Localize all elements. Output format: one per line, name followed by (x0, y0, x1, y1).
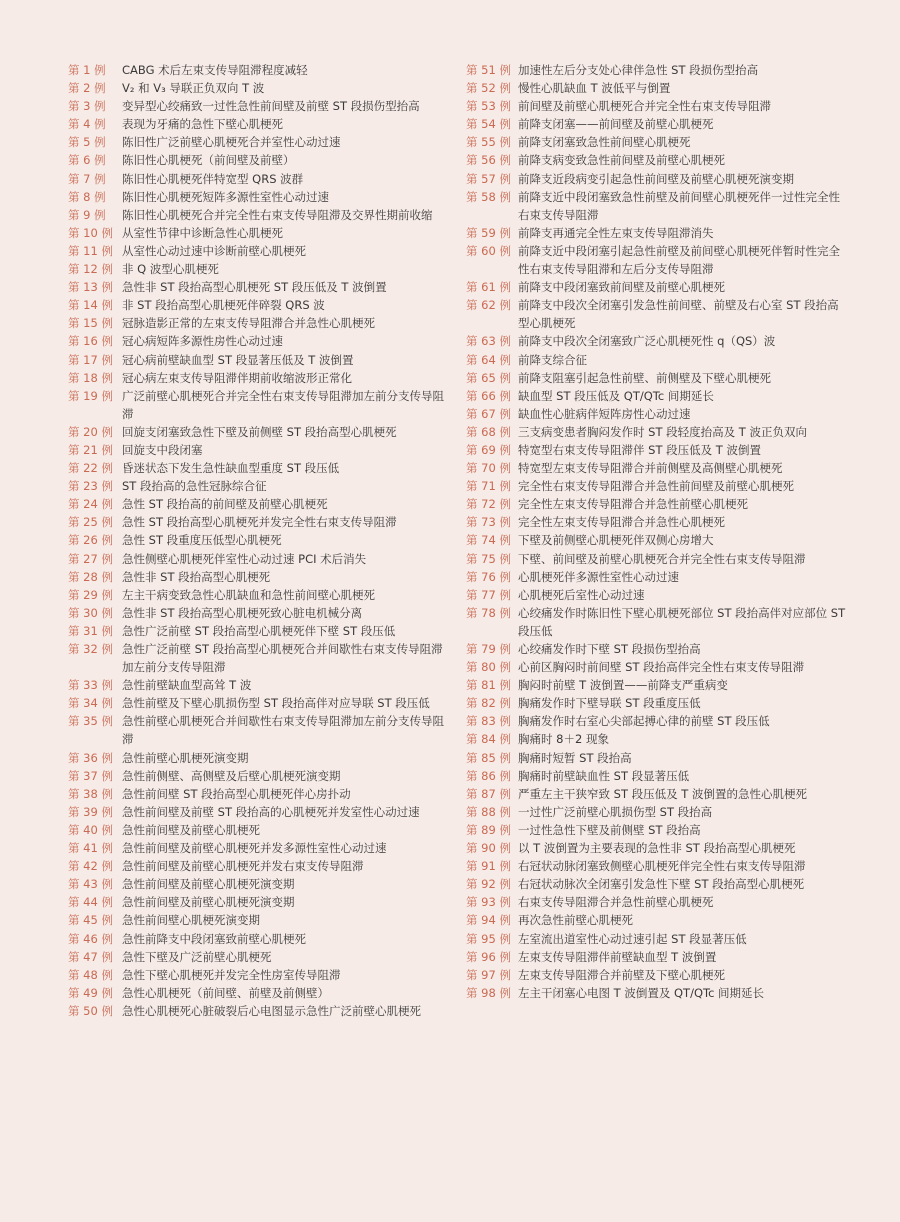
case-title: 一过性广泛前壁心肌损伤型 ST 段抬高 (518, 804, 713, 819)
case-entry (68, 531, 448, 549)
case-entry (466, 369, 850, 387)
case-number: 第 97 例 (466, 967, 511, 982)
case-number: 第 37 例 (68, 768, 113, 783)
case-number: 第 96 例 (466, 949, 511, 964)
case-entry (466, 966, 850, 984)
case-number: 第 8 例 (68, 189, 106, 204)
case-number: 第 42 例 (68, 859, 113, 874)
case-title: 急性 ST 段重度压低型心肌梗死 (122, 533, 282, 548)
case-number: 第 28 例 (68, 569, 113, 584)
case-title: 胸闷时前壁 T 波倒置——前降支严重病变 (518, 678, 728, 693)
case-title: 特宽型左束支传导阻滞合并前侧壁及高侧壁心肌梗死 (518, 461, 783, 476)
case-title: 急性心肌梗死心脏破裂后心电图显示急性广泛前壁心肌梗死 (122, 1003, 421, 1018)
case-number: 第 95 例 (466, 931, 511, 946)
case-entry (466, 531, 850, 549)
case-entry (466, 332, 850, 350)
case-number: 第 60 例 (466, 243, 511, 258)
case-title: 急性非 ST 段抬高型心肌梗死 ST 段压低及 T 波倒置 (122, 280, 387, 295)
case-entry (68, 767, 448, 785)
case-number: 第 25 例 (68, 515, 113, 530)
case-entry (466, 586, 850, 604)
case-title: 急性非 ST 段抬高型心肌梗死 (122, 569, 271, 584)
case-title: 左室流出道室性心动过速引起 ST 段显著压低 (518, 931, 747, 946)
case-title: 胸痛发作时右室心尖部起搏心律的前壁 ST 段压低 (518, 714, 770, 729)
case-number: 第 9 例 (68, 207, 106, 222)
case-title: ST 段抬高的急性冠脉综合征 (122, 479, 267, 494)
case-title: 心绞痛发作时下壁 ST 段损伤型抬高 (518, 642, 701, 656)
case-entry (466, 550, 850, 568)
case-entry (68, 550, 448, 568)
case-entry (466, 133, 850, 151)
case-entry (68, 495, 448, 513)
case-title: 急性前间壁心肌梗死演变期 (122, 913, 260, 928)
case-title: 冠脉造影正常的左束支传导阻滞合并急性心肌梗死 (122, 316, 375, 331)
case-title: 冠心病前壁缺血型 ST 段显著压低及 T 波倒置 (122, 352, 354, 367)
case-number: 第 50 例 (68, 1003, 113, 1018)
case-title: 陈旧性心肌梗死短阵多源性室性心动过速 (122, 189, 329, 204)
case-entry (68, 622, 448, 640)
case-title: 非 ST 段抬高型心肌梗死伴碎裂 QRS 波 (122, 298, 325, 313)
case-number: 第 32 例 (68, 642, 113, 656)
case-number: 第 36 例 (68, 750, 113, 765)
case-title: 加速性左后分支处心律伴急性 ST 段损伤型抬高 (518, 63, 759, 77)
case-entry (68, 712, 448, 748)
case-entry (466, 296, 850, 332)
case-title: 右束支传导阻滞合并急性前壁心肌梗死 (518, 895, 714, 910)
case-title: 急性前侧壁、高侧壁及后壁心肌梗死演变期 (122, 768, 341, 783)
case-number: 第 85 例 (466, 750, 511, 765)
case-title: 完全性左束支传导阻滞合并急性心肌梗死 (518, 515, 725, 530)
case-title: 慢性心肌缺血 T 波低平与倒置 (518, 81, 671, 96)
case-title: 冠心病短阵多源性房性心动过速 (122, 334, 283, 349)
case-entry (68, 206, 448, 224)
case-title: 前降支近中段闭塞引起急性前壁及前间壁心肌梗死伴暂时性完全性右束支传导阻滞和左后分支传导阻滞 (518, 243, 840, 277)
case-number: 第 34 例 (68, 696, 113, 711)
case-number: 第 81 例 (466, 678, 511, 693)
case-entry (68, 839, 448, 857)
case-number: 第 68 例 (466, 424, 511, 439)
case-title: 前降支近中段闭塞致急性前壁及前间壁心肌梗死伴一过性完全性右束支传导阻滞 (518, 189, 840, 222)
case-entry (466, 767, 850, 785)
case-number: 第 27 例 (68, 551, 113, 566)
case-number: 第 45 例 (68, 913, 113, 928)
case-title: 急性 ST 段抬高型心肌梗死并发完全性右束支传导阻滞 (122, 515, 397, 530)
case-entry (68, 821, 448, 839)
case-number: 第 52 例 (466, 81, 511, 96)
case-entry (68, 151, 448, 169)
case-entry (68, 97, 448, 115)
case-number: 第 87 例 (466, 786, 511, 801)
case-number: 第 59 例 (466, 225, 511, 240)
case-list-left-column (68, 61, 448, 1020)
case-number: 第 19 例 (68, 388, 113, 403)
case-number: 第 23 例 (68, 479, 113, 494)
case-title: 心肌梗死后室性心动过速 (518, 587, 645, 602)
case-number: 第 84 例 (466, 732, 511, 747)
case-entry (68, 188, 448, 206)
case-number: 第 30 例 (68, 605, 113, 620)
case-entry (466, 170, 850, 188)
case-number: 第 93 例 (466, 895, 511, 910)
case-title: 胸痛发作时下壁导联 ST 段重度压低 (518, 696, 701, 711)
case-number: 第 16 例 (68, 334, 113, 349)
case-number: 第 70 例 (466, 461, 511, 476)
case-entry (466, 242, 850, 278)
case-title: 急性下壁及广泛前壁心肌梗死 (122, 949, 272, 964)
case-title: 前降支中段次全闭塞引发急性前间壁、前壁及右心室 ST 段抬高型心肌梗死 (518, 298, 839, 331)
case-number: 第 67 例 (466, 406, 511, 421)
case-entry (68, 857, 448, 875)
case-title: 急性前间壁及前壁心肌梗死 (122, 822, 260, 837)
case-title: 急性前壁缺血型高耸 T 波 (122, 678, 252, 693)
case-title: 一过性急性下壁及前侧壁 ST 段抬高 (518, 822, 701, 837)
case-number: 第 12 例 (68, 262, 113, 277)
case-entry (68, 948, 448, 966)
case-entry (68, 694, 448, 712)
case-entry (466, 749, 850, 767)
case-number: 第 77 例 (466, 587, 511, 602)
case-title: 从室性节律中诊断急性心肌梗死 (122, 225, 283, 240)
case-number: 第 64 例 (466, 352, 511, 367)
case-title: 右冠状动脉次全闭塞引发急性下壁 ST 段抬高型心肌梗死 (518, 877, 805, 892)
case-number: 第 66 例 (466, 388, 511, 403)
case-title: 缺血性心脏病伴短阵房性心动过速 (518, 406, 691, 421)
case-number: 第 49 例 (68, 985, 113, 1000)
case-number: 第 61 例 (466, 280, 511, 295)
case-title: 昏迷状态下发生急性缺血型重度 ST 段压低 (122, 461, 340, 476)
case-title: 前降支近段病变引起急性前间壁及前壁心肌梗死演变期 (518, 171, 794, 186)
case-title: 急性前间壁及前壁心肌梗死演变期 (122, 895, 295, 910)
case-number: 第 4 例 (68, 117, 106, 132)
case-number: 第 15 例 (68, 316, 113, 331)
case-entry (466, 604, 850, 640)
case-number: 第 78 例 (466, 605, 511, 620)
case-title: 急性前间壁 ST 段抬高型心肌梗死伴心房扑动 (122, 786, 351, 801)
case-entry (466, 568, 850, 586)
case-title: 胸痛时前壁缺血性 ST 段显著压低 (518, 768, 690, 783)
case-number: 第 6 例 (68, 153, 106, 168)
case-number: 第 65 例 (466, 370, 511, 385)
case-number: 第 76 例 (466, 569, 511, 584)
case-entry (466, 658, 850, 676)
case-title: 陈旧性心肌梗死伴特宽型 QRS 波群 (122, 171, 304, 186)
case-entry (68, 332, 448, 350)
case-title: 急性广泛前壁 ST 段抬高型心肌梗死合并间歇性右束支传导阻滞加左前分支传导阻滞 (122, 642, 443, 675)
case-title: 前降支综合征 (518, 352, 587, 367)
case-title: 急性侧壁心肌梗死伴室性心动过速 PCI 术后消失 (122, 551, 367, 566)
case-entry (68, 1002, 448, 1020)
case-entry (466, 930, 850, 948)
case-title: 严重左主干狭窄致 ST 段压低及 T 波倒置的急性心肌梗死 (518, 786, 807, 801)
case-number: 第 75 例 (466, 551, 511, 566)
case-title: 急性广泛前壁 ST 段抬高型心肌梗死伴下壁 ST 段压低 (122, 623, 396, 638)
case-title: 回旋支闭塞致急性下壁及前侧壁 ST 段抬高型心肌梗死 (122, 424, 397, 439)
case-title: 完全性右束支传导阻滞合并急性前间壁及前壁心肌梗死 (518, 479, 794, 494)
case-number: 第 39 例 (68, 804, 113, 819)
case-entry (466, 803, 850, 821)
case-title: 三支病变患者胸闷发作时 ST 段轻度抬高及 T 波正负双向 (518, 424, 807, 439)
case-entry (466, 694, 850, 712)
case-title: 急性前降支中段闭塞致前壁心肌梗死 (122, 931, 306, 946)
case-number: 第 83 例 (466, 714, 511, 729)
case-entry (68, 79, 448, 97)
case-title: 下壁、前间壁及前壁心肌梗死合并完全性右束支传导阻滞 (518, 551, 806, 566)
case-entry (68, 369, 448, 387)
case-title: 心前区胸闷时前间壁 ST 段抬高伴完全性右束支传导阻滞 (518, 660, 805, 675)
case-entry (466, 151, 850, 169)
case-number: 第 43 例 (68, 877, 113, 892)
case-title: 急性心肌梗死（前间壁、前壁及前侧壁） (122, 985, 329, 1000)
case-entry (68, 640, 448, 676)
case-title: 前降支闭塞——前间壁及前壁心肌梗死 (518, 117, 714, 132)
case-number: 第 47 例 (68, 949, 113, 964)
case-title: 变异型心绞痛致一过性急性前间壁及前壁 ST 段损伤型抬高 (122, 99, 420, 114)
case-title: 急性前间壁及前壁心肌梗死并发右束支传导阻滞 (122, 859, 364, 874)
case-title: 陈旧性心肌梗死（前间壁及前壁） (122, 153, 295, 168)
case-entry (466, 948, 850, 966)
case-number: 第 62 例 (466, 298, 511, 313)
case-title: 右冠状动脉闭塞致侧壁心肌梗死伴完全性右束支传导阻滞 (518, 859, 806, 874)
case-entry (466, 857, 850, 875)
case-number: 第 48 例 (68, 967, 113, 982)
case-entry (466, 477, 850, 495)
case-number: 第 86 例 (466, 768, 511, 783)
case-number: 第 31 例 (68, 623, 113, 638)
case-entry (68, 568, 448, 586)
case-entry (68, 314, 448, 332)
case-title: 急性前间壁及前壁心肌梗死演变期 (122, 877, 295, 892)
case-entry (68, 296, 448, 314)
case-number: 第 63 例 (466, 334, 511, 349)
case-entry (68, 785, 448, 803)
case-title: 广泛前壁心肌梗死合并完全性右束支传导阻滞加左前分支传导阻滞 (122, 388, 444, 421)
case-entry (68, 984, 448, 1002)
case-number: 第 29 例 (68, 587, 113, 602)
case-number: 第 5 例 (68, 135, 106, 150)
case-entry (466, 115, 850, 133)
case-title: 前间壁及前壁心肌梗死合并完全性右束支传导阻滞 (518, 99, 771, 114)
case-entry (466, 441, 850, 459)
case-entry (68, 477, 448, 495)
case-number: 第 10 例 (68, 225, 113, 240)
case-entry (466, 224, 850, 242)
case-entry (466, 513, 850, 531)
case-number: 第 88 例 (466, 804, 511, 819)
case-number: 第 69 例 (466, 442, 511, 457)
case-entry (68, 513, 448, 531)
case-entry (68, 676, 448, 694)
case-title: 心绞痛发作时陈旧性下壁心肌梗死部位 ST 段抬高伴对应部位 ST 段压低 (518, 605, 846, 638)
case-number: 第 57 例 (466, 171, 511, 186)
case-entry (68, 133, 448, 151)
case-number: 第 46 例 (68, 931, 113, 946)
case-entry (466, 278, 850, 296)
case-number: 第 38 例 (68, 786, 113, 801)
case-entry (68, 278, 448, 296)
case-entry (68, 242, 448, 260)
case-number: 第 2 例 (68, 81, 106, 96)
case-title: 急性非 ST 段抬高型心肌梗死致心脏电机械分离 (122, 605, 363, 620)
case-entry (68, 604, 448, 622)
case-number: 第 98 例 (466, 985, 511, 1000)
case-title: 前降支闭塞致急性前间壁心肌梗死 (518, 135, 691, 150)
case-entry (466, 911, 850, 929)
case-title: 冠心病左束支传导阻滞伴期前收缩波形正常化 (122, 370, 352, 385)
case-number: 第 82 例 (466, 696, 511, 711)
case-title: 陈旧性广泛前壁心肌梗死合并室性心动过速 (122, 135, 341, 150)
case-number: 第 21 例 (68, 442, 113, 457)
case-title: 急性下壁心肌梗死并发完全性房室传导阻滞 (122, 967, 341, 982)
case-entry (68, 260, 448, 278)
case-number: 第 18 例 (68, 370, 113, 385)
case-entry (68, 803, 448, 821)
case-title: 左束支传导阻滞伴前壁缺血型 T 波倒置 (518, 949, 717, 964)
case-entry (68, 586, 448, 604)
case-entry (68, 351, 448, 369)
case-title: 缺血型 ST 段压低及 QT/QTc 间期延长 (518, 388, 714, 403)
case-entry (466, 495, 850, 513)
case-entry (466, 188, 850, 224)
case-entry (68, 966, 448, 984)
case-title: 急性前壁心肌梗死合并间歇性右束支传导阻滞加左前分支传导阻滞 (122, 714, 444, 747)
case-title: 左主干病变致急性心肌缺血和急性前间壁心肌梗死 (122, 587, 375, 602)
case-entry (466, 730, 850, 748)
case-number: 第 91 例 (466, 859, 511, 874)
case-title: 特宽型右束支传导阻滞伴 ST 段压低及 T 波倒置 (518, 442, 761, 457)
case-number: 第 94 例 (466, 913, 511, 928)
case-title: 急性前间壁及前壁 ST 段抬高的心肌梗死并发室性心动过速 (122, 804, 420, 819)
case-title: 左主干闭塞心电图 T 波倒置及 QT/QTc 间期延长 (518, 985, 765, 1000)
case-title: 急性 ST 段抬高的前间壁及前壁心肌梗死 (122, 497, 328, 512)
case-title: 陈旧性心肌梗死合并完全性右束支传导阻滞及交界性期前收缩 (122, 207, 433, 222)
case-entry (68, 115, 448, 133)
case-title: 以 T 波倒置为主要表现的急性非 ST 段抬高型心肌梗死 (518, 841, 796, 856)
case-number: 第 89 例 (466, 822, 511, 837)
case-number: 第 56 例 (466, 153, 511, 168)
case-entry (466, 821, 850, 839)
case-title: 表现为牙痛的急性下壁心肌梗死 (122, 117, 283, 132)
case-entry (466, 712, 850, 730)
case-number: 第 40 例 (68, 822, 113, 837)
case-number: 第 51 例 (466, 63, 511, 77)
case-number: 第 1 例 (68, 63, 106, 77)
case-entry (466, 839, 850, 857)
case-entry (68, 423, 448, 441)
case-number: 第 55 例 (466, 135, 511, 150)
case-entry (68, 930, 448, 948)
case-entry (466, 893, 850, 911)
case-entry (466, 387, 850, 405)
case-title: V₂ 和 V₃ 导联正负双向 T 波 (122, 81, 265, 96)
case-entry (466, 875, 850, 893)
case-entry (68, 224, 448, 242)
case-number: 第 33 例 (68, 678, 113, 693)
case-number: 第 53 例 (466, 99, 511, 114)
case-number: 第 80 例 (466, 660, 511, 675)
case-number: 第 72 例 (466, 497, 511, 512)
case-entry (68, 893, 448, 911)
case-number: 第 41 例 (68, 841, 113, 856)
case-title: 急性前间壁及前壁心肌梗死并发多源性室性心动过速 (122, 841, 387, 856)
case-number: 第 54 例 (466, 117, 511, 132)
case-list-right-column (466, 61, 850, 1002)
case-number: 第 44 例 (68, 895, 113, 910)
case-entry (68, 875, 448, 893)
case-number: 第 74 例 (466, 533, 511, 548)
case-entry (68, 170, 448, 188)
case-entry (466, 785, 850, 803)
case-number: 第 90 例 (466, 841, 511, 856)
case-entry (68, 61, 448, 79)
case-title: 再次急性前壁心肌梗死 (518, 913, 633, 928)
case-entry (68, 441, 448, 459)
case-title: 胸痛时短暂 ST 段抬高 (518, 750, 632, 765)
case-number: 第 79 例 (466, 642, 511, 656)
case-title: 胸痛时 8＋2 现象 (518, 732, 609, 747)
case-entry (466, 405, 850, 423)
case-entry (68, 911, 448, 929)
case-number: 第 11 例 (68, 243, 113, 258)
case-number: 第 7 例 (68, 171, 106, 186)
case-number: 第 71 例 (466, 479, 511, 494)
case-number: 第 22 例 (68, 461, 113, 476)
case-number: 第 35 例 (68, 714, 113, 729)
case-title: 回旋支中段闭塞 (122, 442, 203, 457)
case-number: 第 73 例 (466, 515, 511, 530)
case-title: 非 Q 波型心肌梗死 (122, 262, 219, 277)
case-title: 前降支中段次全闭塞致广泛心肌梗死性 q（QS）波 (518, 334, 776, 349)
case-entry (68, 749, 448, 767)
case-entry (68, 387, 448, 423)
case-number: 第 92 例 (466, 877, 511, 892)
case-entry (466, 61, 850, 79)
case-title: 左束支传导阻滞合并前壁及下壁心肌梗死 (518, 967, 725, 982)
case-number: 第 13 例 (68, 280, 113, 295)
case-entry (466, 640, 850, 658)
case-title: 前降支中段闭塞致前间壁及前壁心肌梗死 (518, 280, 725, 295)
case-title: 前降支病变致急性前间壁及前壁心肌梗死 (518, 153, 725, 168)
case-entry (466, 351, 850, 369)
case-title: 前降支阻塞引起急性前壁、前侧壁及下壁心肌梗死 (518, 370, 771, 385)
case-number: 第 24 例 (68, 497, 113, 512)
case-title: 前降支再通完全性左束支传导阻滞消失 (518, 225, 714, 240)
case-title: 完全性左束支传导阻滞合并急性前壁心肌梗死 (518, 497, 748, 512)
case-entry (68, 459, 448, 477)
case-title: 心肌梗死伴多源性室性心动过速 (518, 569, 679, 584)
case-entry (466, 97, 850, 115)
case-entry (466, 676, 850, 694)
case-number: 第 14 例 (68, 298, 113, 313)
case-entry (466, 79, 850, 97)
case-title: CABG 术后左束支传导阻滞程度减轻 (122, 63, 308, 77)
case-number: 第 26 例 (68, 533, 113, 548)
case-title: 下壁及前侧壁心肌梗死伴双侧心房增大 (518, 533, 714, 548)
case-entry (466, 423, 850, 441)
case-number: 第 17 例 (68, 352, 113, 367)
case-number: 第 58 例 (466, 189, 511, 204)
case-number: 第 20 例 (68, 424, 113, 439)
case-title: 急性前壁心肌梗死演变期 (122, 750, 249, 765)
case-entry (466, 459, 850, 477)
case-number: 第 3 例 (68, 99, 106, 114)
case-entry (466, 984, 850, 1002)
case-title: 从室性心动过速中诊断前壁心肌梗死 (122, 243, 306, 258)
case-title: 急性前壁及下壁心肌损伤型 ST 段抬高伴对应导联 ST 段压低 (122, 696, 430, 711)
